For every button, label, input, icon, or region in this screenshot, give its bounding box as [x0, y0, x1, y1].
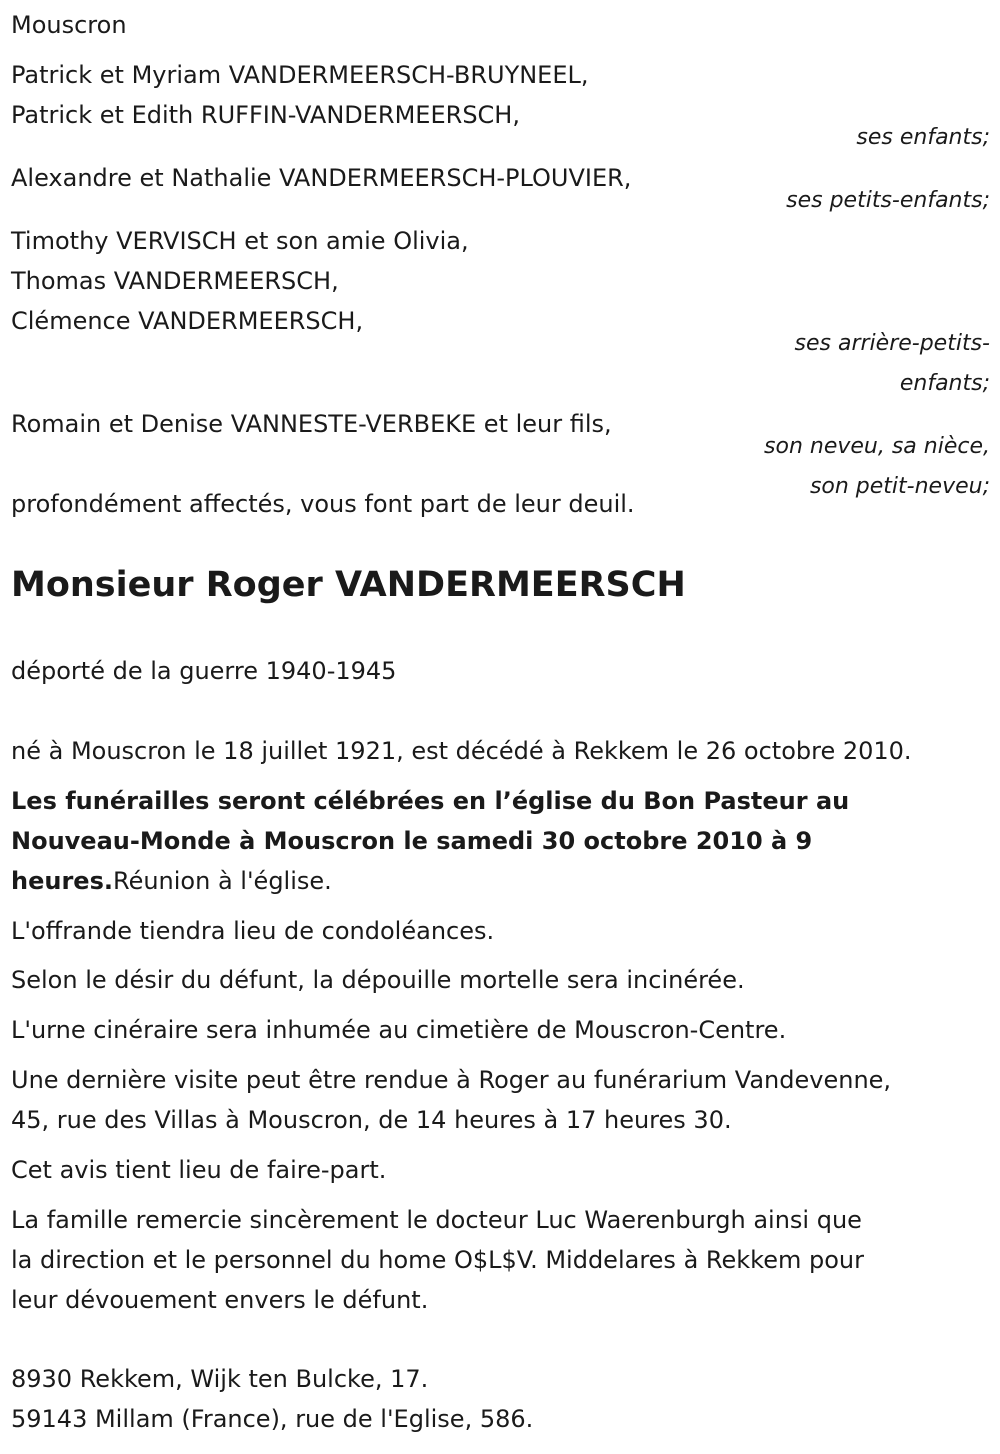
- grandchildren-line-1: Alexandre et Nathalie VANDERMEERSCH-PLOUVIER,: [11, 164, 632, 192]
- offering-text: L'offrande tiendra lieu de condoléances.: [11, 917, 495, 945]
- funeral-line-1: Les funérailles seront célébrées en l’église du Bon Pasteur au: [11, 787, 850, 815]
- visit-line-1: Une dernière visite peut être rendue à Roger au funérarium Vandevenne,: [11, 1066, 892, 1094]
- thanks-line-1: La famille remercie sincèrement le docteur Luc Waerenburgh ainsi que: [11, 1206, 862, 1234]
- address-line-1: 8930 Rekkem, Wijk ten Bulcke, 17.: [11, 1365, 429, 1393]
- great-grandchildren-role-line-2: enfants;: [899, 371, 990, 396]
- city-label: Mouscron: [11, 11, 127, 39]
- thanks-line-2: la direction et le personnel du home O$L$V. Middelares à Rekkem pour: [11, 1246, 864, 1274]
- nephew-role-line-1: son neveu, sa nièce,: [764, 434, 990, 459]
- funeral-line-2: Nouveau-Monde à Mouscron le samedi 30 octobre 2010 à 9: [11, 827, 813, 855]
- children-line-2: Patrick et Edith RUFFIN-VANDERMEERSCH,: [11, 101, 520, 129]
- great-grandchildren-role-line-1: ses arrière-petits-: [794, 331, 990, 356]
- funeral-meeting: Réunion à l'église.: [112, 867, 332, 895]
- children-line-1: Patrick et Myriam VANDERMEERSCH-BRUYNEEL,: [11, 61, 589, 89]
- notice-text: Cet avis tient lieu de faire-part.: [11, 1156, 387, 1184]
- urn-text: L'urne cinéraire sera inhumée au cimetière de Mouscron-Centre.: [11, 1016, 787, 1044]
- funeral-time: heures.: [11, 867, 113, 895]
- nephew-line: Romain et Denise VANNESTE-VERBEKE et leur fils,: [11, 410, 612, 438]
- great-grandchildren-line-1: Timothy VERVISCH et son amie Olivia,: [11, 227, 469, 255]
- great-grandchildren-line-2: Thomas VANDERMEERSCH,: [11, 267, 339, 295]
- children-role: ses enfants;: [856, 125, 990, 150]
- announcement-text: profondément affectés, vous font part de leur deuil.: [11, 490, 635, 518]
- great-grandchildren-line-3: Clémence VANDERMEERSCH,: [11, 307, 364, 335]
- visit-line-2: 45, rue des Villas à Mouscron, de 14 heures à 17 heures 30.: [11, 1106, 732, 1134]
- title-note: déporté de la guerre 1940-1945: [11, 657, 397, 685]
- funeral-line-3: [11, 861, 332, 901]
- address-line-2: 59143 Millam (France), rue de l'Eglise, 586.: [11, 1405, 534, 1433]
- thanks-line-3: leur dévouement envers le défunt.: [11, 1286, 429, 1314]
- grandchildren-role: ses petits-enfants;: [786, 188, 990, 213]
- birth-death-text: né à Mouscron le 18 juillet 1921, est décédé à Rekkem le 26 octobre 2010.: [11, 737, 912, 765]
- deceased-name: Monsieur Roger VANDERMEERSCH: [11, 565, 686, 605]
- cremation-text: Selon le désir du défunt, la dépouille mortelle sera incinérée.: [11, 966, 745, 994]
- nephew-role-line-2: son petit-neveu;: [809, 474, 990, 499]
